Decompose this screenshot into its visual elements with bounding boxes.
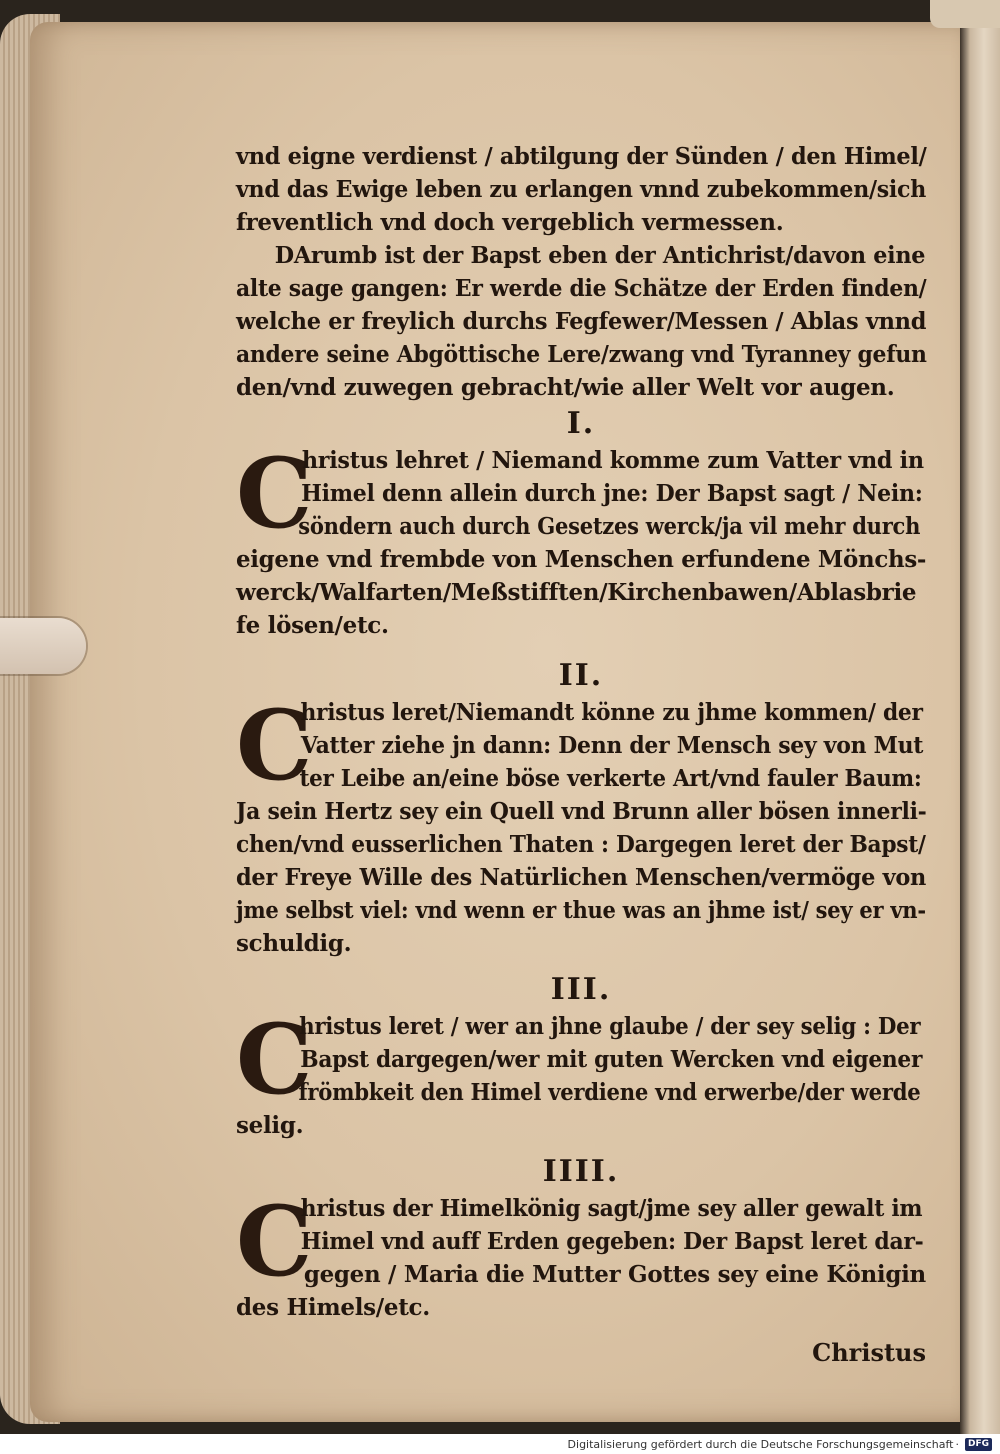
section-line: ter Leibe an/eine böse verkerte Art/vnd fauler Baum:: [299, 765, 922, 792]
section-line: eigene vnd frembde von Menschen erfundene Mönchs-: [236, 546, 927, 573]
section-line: Vatter ziehe jn dann: Denn der Mensch sey von Mut: [300, 732, 924, 759]
dfg-logo-icon[interactable]: DFG: [965, 1438, 992, 1451]
drop-initial: C: [236, 689, 313, 802]
section-line: Ja sein Hertz sey ein Quell vnd Brunn aller bösen innerli-: [236, 798, 927, 825]
book-clasp: [0, 618, 86, 674]
section-line: chen/vnd eusserlichen Thaten : Dargegen leret der Bapst/: [236, 831, 926, 858]
section-line: jme selbst viel: vnd wenn er thue was an jhme ist/ sey er vn-: [236, 897, 926, 924]
intro-paragraph: [236, 140, 926, 404]
intro-line: DArumb ist der Bapst eben der Antichrist/davon eine: [274, 242, 926, 269]
section-3: [236, 1003, 926, 1142]
section-line: söndern auch durch Gesetzes werck/ja vil mehr durch: [298, 513, 921, 540]
intro-line: vnd eigne verdienst / abtilgung der Sünden / den Himel/: [236, 143, 927, 170]
intro-line: alte sage gangen: Er werde die Schätze der Erden finden/: [236, 275, 927, 302]
footer-bar: Digitalisierung gefördert durch die Deutsche Forschungsgemeinschaft · DFG: [0, 1434, 1000, 1454]
section-line: werck/Walfarten/Meßstifften/Kirchenbawen/Ablasbrie: [236, 579, 917, 606]
drop-initial: C: [236, 1185, 313, 1298]
section-line: frömbkeit den Himel verdiene vnd erwerbe/der werde: [298, 1079, 921, 1106]
intro-line: welche er freylich durchs Fegfewer/Messen / Ablas vnnd: [236, 308, 927, 335]
section-line: fe lösen/etc.: [236, 612, 389, 639]
intro-line: freventlich vnd doch vergeblich vermessen.: [236, 209, 784, 236]
section-numeral: III.: [550, 972, 612, 1007]
section-line: hristus lehret / Niemand komme zum Vatter vnd in: [301, 447, 924, 474]
section-numeral: I.: [566, 406, 596, 441]
section-line: Himel denn allein durch jne: Der Bapst sagt / Nein:: [301, 480, 923, 507]
section-line: hristus leret / wer an jhne glaube / der sey selig : Der: [299, 1013, 921, 1040]
drop-initial: C: [236, 1003, 313, 1116]
section-1: [236, 437, 927, 642]
section-line: hristus der Himelkönig sagt/jme sey aller gewalt im: [300, 1195, 923, 1222]
section-numeral: IIII.: [542, 1154, 620, 1189]
intro-line: vnd das Ewige leben zu erlangen vnnd zubekommen/sich: [236, 176, 926, 203]
intro-line: andere seine Abgöttische Lere/zwang vnd Tyranney gefun: [236, 341, 927, 368]
section-4: [236, 1185, 926, 1324]
section-2: [236, 689, 927, 960]
section-line: Himel vnd auff Erden gegeben: Der Bapst leret dar-: [300, 1228, 924, 1255]
section-line: Bapst dargegen/wer mit guten Wercken vnd eigener: [300, 1046, 923, 1073]
drop-initial: C: [236, 437, 313, 550]
section-line: schuldig.: [236, 930, 352, 957]
catchword: Christus: [812, 1338, 926, 1367]
section-line: gegen / Maria die Mutter Gottes sey eine Königin: [303, 1261, 926, 1288]
section-line: des Himels/etc.: [236, 1294, 430, 1321]
footer-credit: Digitalisierung gefördert durch die Deutsche Forschungsgemeinschaft: [567, 1437, 954, 1451]
intro-line: den/vnd zuwegen gebracht/wie aller Welt vor augen.: [236, 374, 895, 401]
section-line: selig.: [236, 1112, 304, 1139]
section-line: der Freye Wille des Natürlichen Menschen/vermöge von: [236, 864, 927, 891]
page-text: [236, 140, 926, 1367]
section-numeral: II.: [558, 658, 604, 693]
section-line: hristus leret/Niemandt könne zu jhme kommen/ der: [300, 699, 923, 726]
right-corner: [930, 0, 1000, 28]
right-page-edge: [960, 0, 1000, 1434]
